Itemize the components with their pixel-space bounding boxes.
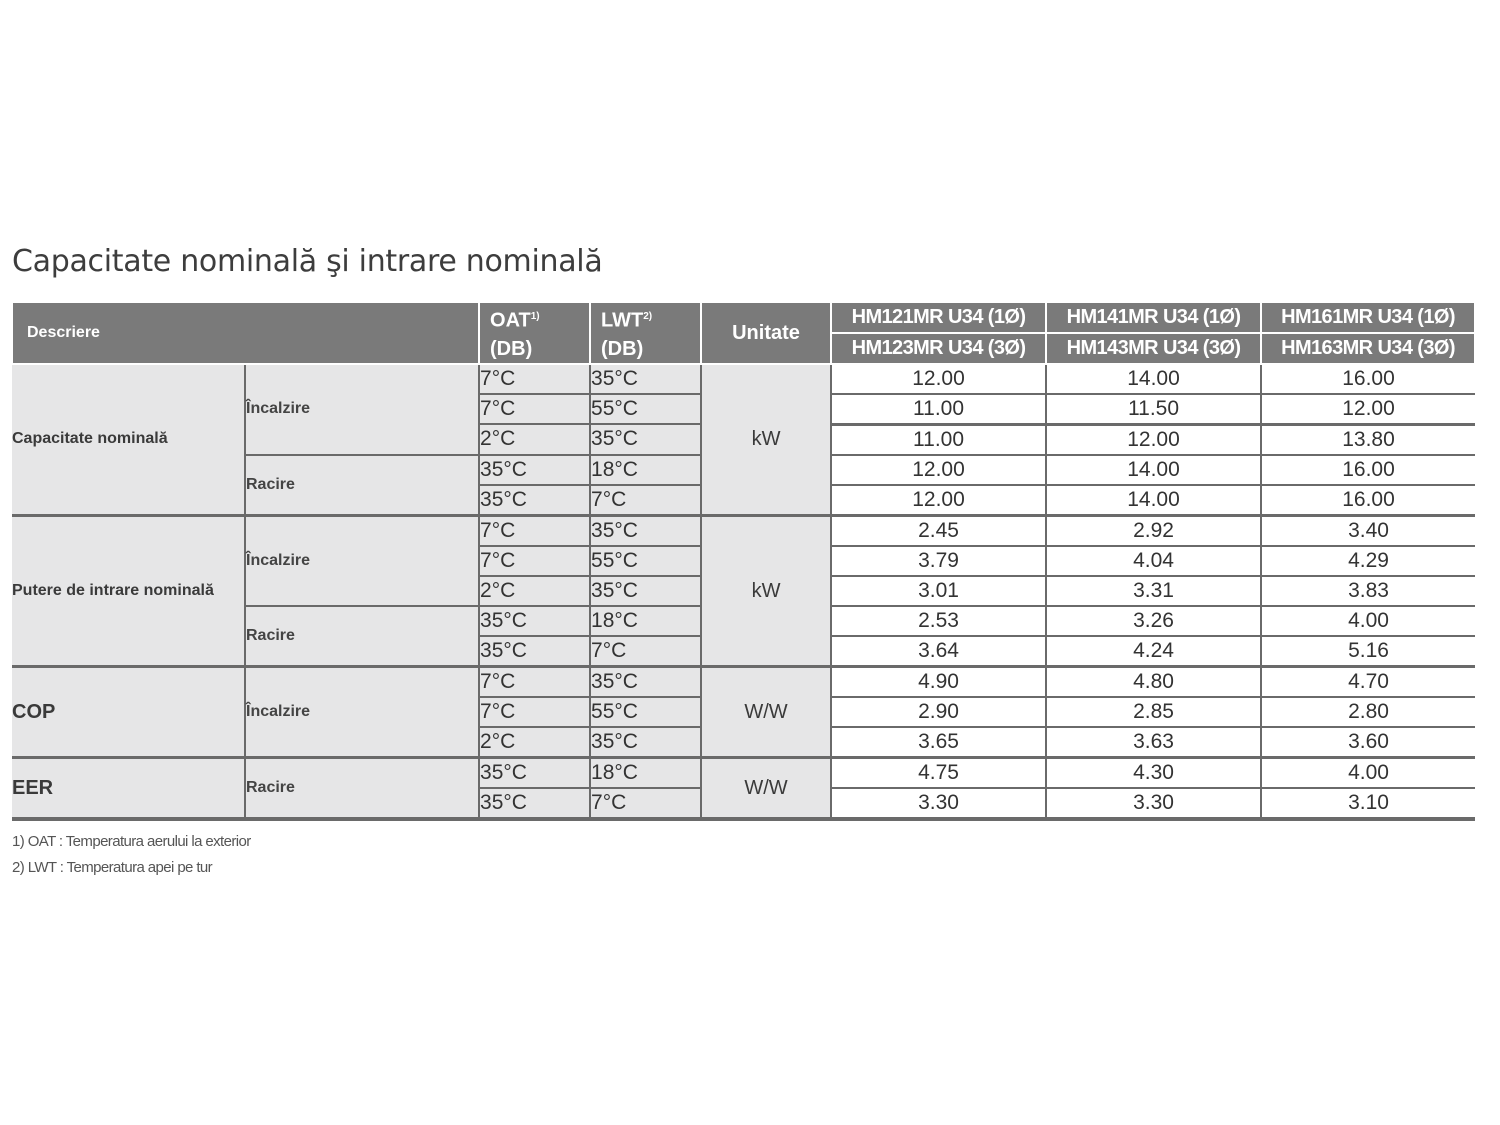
- lwt-cell: 18°C: [590, 455, 701, 485]
- value-cell: 4.90: [831, 666, 1046, 697]
- unit-cell: kW: [701, 515, 831, 666]
- header-model-1ph: HM121MR U34 (1Ø): [831, 302, 1046, 333]
- oat-cell: 7°C: [479, 666, 590, 697]
- value-cell: 3.63: [1046, 727, 1261, 758]
- group-eer: EER: [12, 757, 245, 819]
- footnotes: [12, 832, 251, 884]
- header-oat-label: OAT: [490, 309, 531, 332]
- oat-cell: 7°C: [479, 364, 590, 394]
- header-oat-db: (DB): [490, 337, 533, 360]
- header-model-3ph: HM163MR U34 (3Ø): [1261, 333, 1475, 364]
- header-descriere: Descriere: [12, 302, 479, 364]
- oat-cell: 7°C: [479, 546, 590, 576]
- value-cell: 4.30: [1046, 757, 1261, 788]
- value-cell: 12.00: [1261, 394, 1475, 425]
- oat-cell: 35°C: [479, 606, 590, 636]
- value-cell: 16.00: [1261, 364, 1475, 394]
- value-cell: 4.70: [1261, 666, 1475, 697]
- value-cell: 4.00: [1261, 606, 1475, 636]
- value-cell: 4.04: [1046, 546, 1261, 576]
- mode-incalzire: Încalzire: [245, 515, 479, 606]
- value-cell: 4.00: [1261, 757, 1475, 788]
- oat-cell: 2°C: [479, 576, 590, 606]
- value-cell: 16.00: [1261, 455, 1475, 485]
- value-cell: 14.00: [1046, 455, 1261, 485]
- value-cell: 3.40: [1261, 515, 1475, 546]
- header-lwt-label: LWT: [601, 309, 644, 332]
- value-cell: 14.00: [1046, 485, 1261, 516]
- oat-cell: 7°C: [479, 515, 590, 546]
- value-cell: 4.24: [1046, 636, 1261, 667]
- oat-cell: 35°C: [479, 455, 590, 485]
- oat-cell: 7°C: [479, 394, 590, 425]
- value-cell: 3.30: [1046, 788, 1261, 819]
- header-unitate: Unitate: [701, 302, 831, 364]
- table-row: [12, 364, 1475, 394]
- value-cell: 2.90: [831, 697, 1046, 727]
- value-cell: 11.00: [831, 394, 1046, 425]
- header-lwt-sup: 2): [643, 311, 653, 322]
- value-cell: 12.00: [831, 364, 1046, 394]
- value-cell: 2.53: [831, 606, 1046, 636]
- lwt-cell: 35°C: [590, 364, 701, 394]
- mode-racire: Racire: [245, 757, 479, 819]
- mode-racire: Racire: [245, 455, 479, 516]
- header-lwt: [590, 302, 701, 364]
- value-cell: 11.00: [831, 424, 1046, 455]
- table-row: [12, 515, 1475, 546]
- lwt-cell: 18°C: [590, 757, 701, 788]
- unit-cell: kW: [701, 364, 831, 516]
- value-cell: 4.75: [831, 757, 1046, 788]
- value-cell: 4.29: [1261, 546, 1475, 576]
- table-row: [12, 757, 1475, 788]
- header-model-3ph: HM143MR U34 (3Ø): [1046, 333, 1261, 364]
- value-cell: 3.60: [1261, 727, 1475, 758]
- footnote-oat: 1) OAT : Temperatura aerului la exterior: [12, 833, 251, 850]
- value-cell: 2.85: [1046, 697, 1261, 727]
- value-cell: 3.30: [831, 788, 1046, 819]
- value-cell: 3.10: [1261, 788, 1475, 819]
- lwt-cell: 35°C: [590, 666, 701, 697]
- value-cell: 3.26: [1046, 606, 1261, 636]
- value-cell: 11.50: [1046, 394, 1261, 425]
- lwt-cell: 35°C: [590, 424, 701, 455]
- value-cell: 14.00: [1046, 364, 1261, 394]
- header-model-3ph: HM123MR U34 (3Ø): [831, 333, 1046, 364]
- header-oat-sup: 1): [530, 311, 540, 322]
- unit-cell: W/W: [701, 757, 831, 819]
- unit-cell: W/W: [701, 666, 831, 757]
- lwt-cell: 7°C: [590, 636, 701, 667]
- spec-table: [11, 301, 1476, 821]
- group-cop: COP: [12, 666, 245, 757]
- group-putere: Putere de intrare nominală: [12, 515, 245, 666]
- header-model-1ph: HM141MR U34 (1Ø): [1046, 302, 1261, 333]
- lwt-cell: 35°C: [590, 727, 701, 758]
- lwt-cell: 7°C: [590, 485, 701, 516]
- value-cell: 16.00: [1261, 485, 1475, 516]
- value-cell: 3.64: [831, 636, 1046, 667]
- value-cell: 2.45: [831, 515, 1046, 546]
- lwt-cell: 55°C: [590, 546, 701, 576]
- value-cell: 3.01: [831, 576, 1046, 606]
- value-cell: 3.31: [1046, 576, 1261, 606]
- page-title: Capacitate nominală şi intrare nominală: [12, 244, 603, 279]
- header-row-1: [12, 302, 1475, 333]
- value-cell: 5.16: [1261, 636, 1475, 667]
- oat-cell: 35°C: [479, 636, 590, 667]
- header-oat: [479, 302, 590, 364]
- value-cell: 12.00: [831, 455, 1046, 485]
- oat-cell: 2°C: [479, 727, 590, 758]
- mode-racire: Racire: [245, 606, 479, 667]
- group-capacitate: Capacitate nominală: [12, 364, 245, 516]
- mode-incalzire: Încalzire: [245, 364, 479, 455]
- lwt-cell: 55°C: [590, 697, 701, 727]
- oat-cell: 35°C: [479, 485, 590, 516]
- oat-cell: 35°C: [479, 757, 590, 788]
- oat-cell: 35°C: [479, 788, 590, 819]
- value-cell: 12.00: [831, 485, 1046, 516]
- lwt-cell: 18°C: [590, 606, 701, 636]
- value-cell: 2.80: [1261, 697, 1475, 727]
- value-cell: 2.92: [1046, 515, 1261, 546]
- mode-incalzire: Încalzire: [245, 666, 479, 757]
- lwt-cell: 35°C: [590, 515, 701, 546]
- value-cell: 3.79: [831, 546, 1046, 576]
- value-cell: 12.00: [1046, 424, 1261, 455]
- lwt-cell: 55°C: [590, 394, 701, 425]
- value-cell: 3.65: [831, 727, 1046, 758]
- value-cell: 3.83: [1261, 576, 1475, 606]
- header-lwt-db: (DB): [601, 337, 644, 360]
- oat-cell: 7°C: [479, 697, 590, 727]
- value-cell: 13.80: [1261, 424, 1475, 455]
- table-row: [12, 666, 1475, 697]
- lwt-cell: 7°C: [590, 788, 701, 819]
- header-model-1ph: HM161MR U34 (1Ø): [1261, 302, 1475, 333]
- footnote-lwt: 2) LWT : Temperatura apei pe tur: [12, 859, 213, 876]
- value-cell: 4.80: [1046, 666, 1261, 697]
- lwt-cell: 35°C: [590, 576, 701, 606]
- oat-cell: 2°C: [479, 424, 590, 455]
